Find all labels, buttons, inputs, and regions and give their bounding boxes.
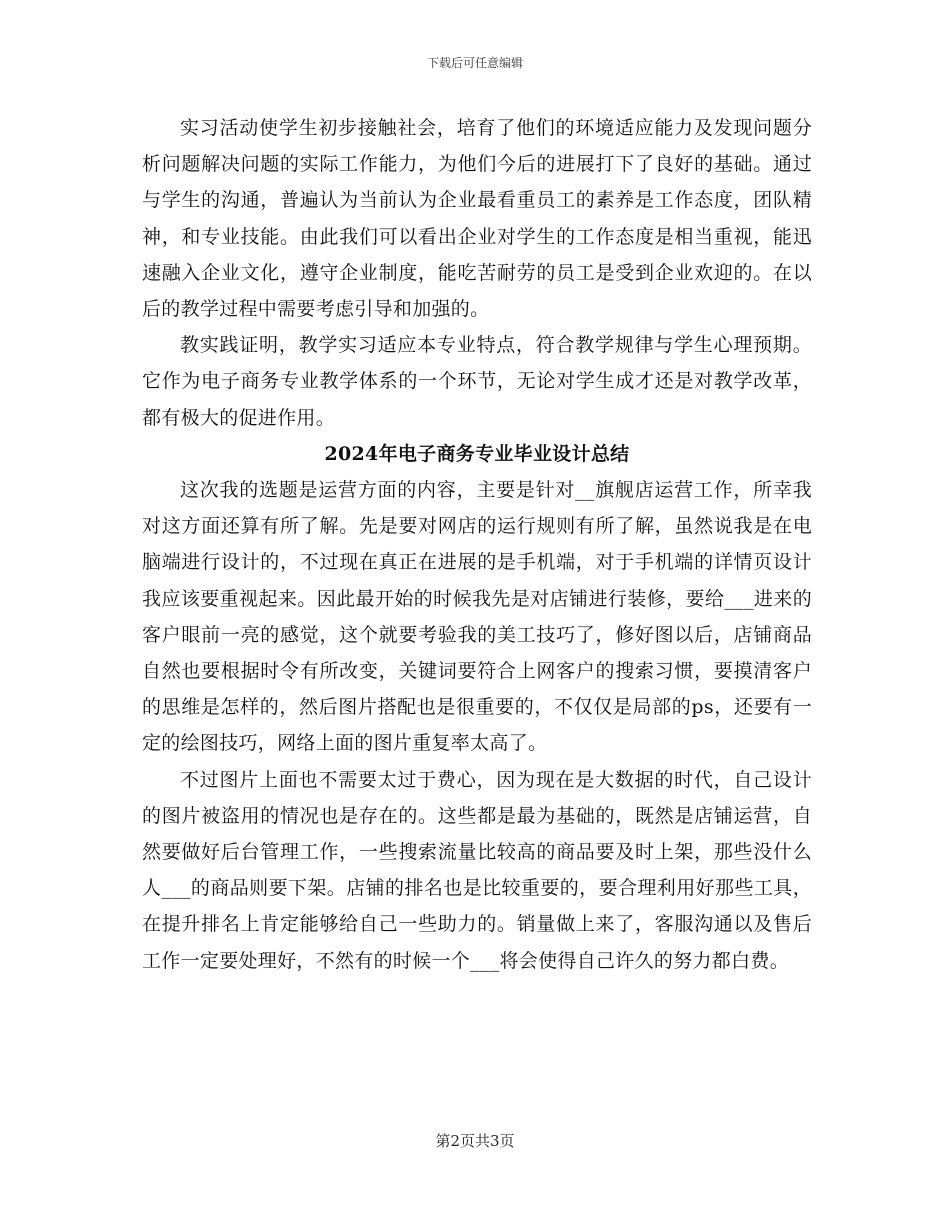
- page-header: 下载后可任意编辑: [426, 56, 523, 70]
- paragraph-store-management: 不过图片上面也不需要太过于费心，因为现在是大数据的时代，自己设计的图片被盗用的情况也是存在的。这些都是最为基础的，既然是店铺运营，自然要做好后台管理工作，一些搜索流量比较高的商品要及时上架，那些没什么人___的商品则要下架。店铺的排名也是比较重要的，要合理利用好那些工具，在提升排名上肯定能够给自己一些助力的。销量做上来了，客服沟通以及售后工作一定要处理好，不然有的时候一个___将会使得自己许久的努力都白费。: [142, 768, 812, 972]
- paragraph-topic-operation: 这次我的选题是运营方面的内容，主要是针对__旗舰店运营工作，所幸我对这方面还算有所了解。先是要对网店的运行规则有所了解，虽然说我是在电脑端进行设计的，不过现在真正在进展的是手机端，对于手机端的详情页设计我应该要重视起来。因此最开始的时候我先是对店铺进行装修，要给___进来的客户眼前一亮的感觉，这个就要考验我的美工技巧了，修好图以后，店铺商品自然也要根据时令有所改变，关键词要符合上网客户的搜索习惯，要摸清客户的思维是怎样的，然后图片搭配也是很重要的，不仅仅是局部的ps，还要有一定的绘图技巧，网络上面的图片重复率太高了。: [142, 479, 812, 755]
- document-body: [142, 110, 812, 979]
- page-number: 第2页共3页: [435, 1132, 515, 1150]
- paragraph-teaching-practice: 教实践证明，教学实习适应本专业特点，符合教学规律与学生心理预期。它作为电子商务专业教学体系的一个环节，无论对学生成才还是对教学改革，都有极大的促进作用。: [142, 334, 812, 429]
- paragraph-internship-summary: 实习活动使学生初步接触社会，培育了他们的环境适应能力及发现问题分析问题解决问题的实际工作能力，为他们今后的进展打下了良好的基础。通过与学生的沟通，普遍认为当前认为企业最看重员工的素养是工作态度，团队精神，和专业技能。由此我们可以看出企业对学生的工作态度是相当重视，能迅速融入企业文化，遵守企业制度，能吃苦耐劳的员工是受到企业欢迎的。在以后的教学过程中需要考虑引导和加强的。: [142, 117, 812, 321]
- section-title: 2024年电子商务专业毕业设计总结: [324, 442, 630, 465]
